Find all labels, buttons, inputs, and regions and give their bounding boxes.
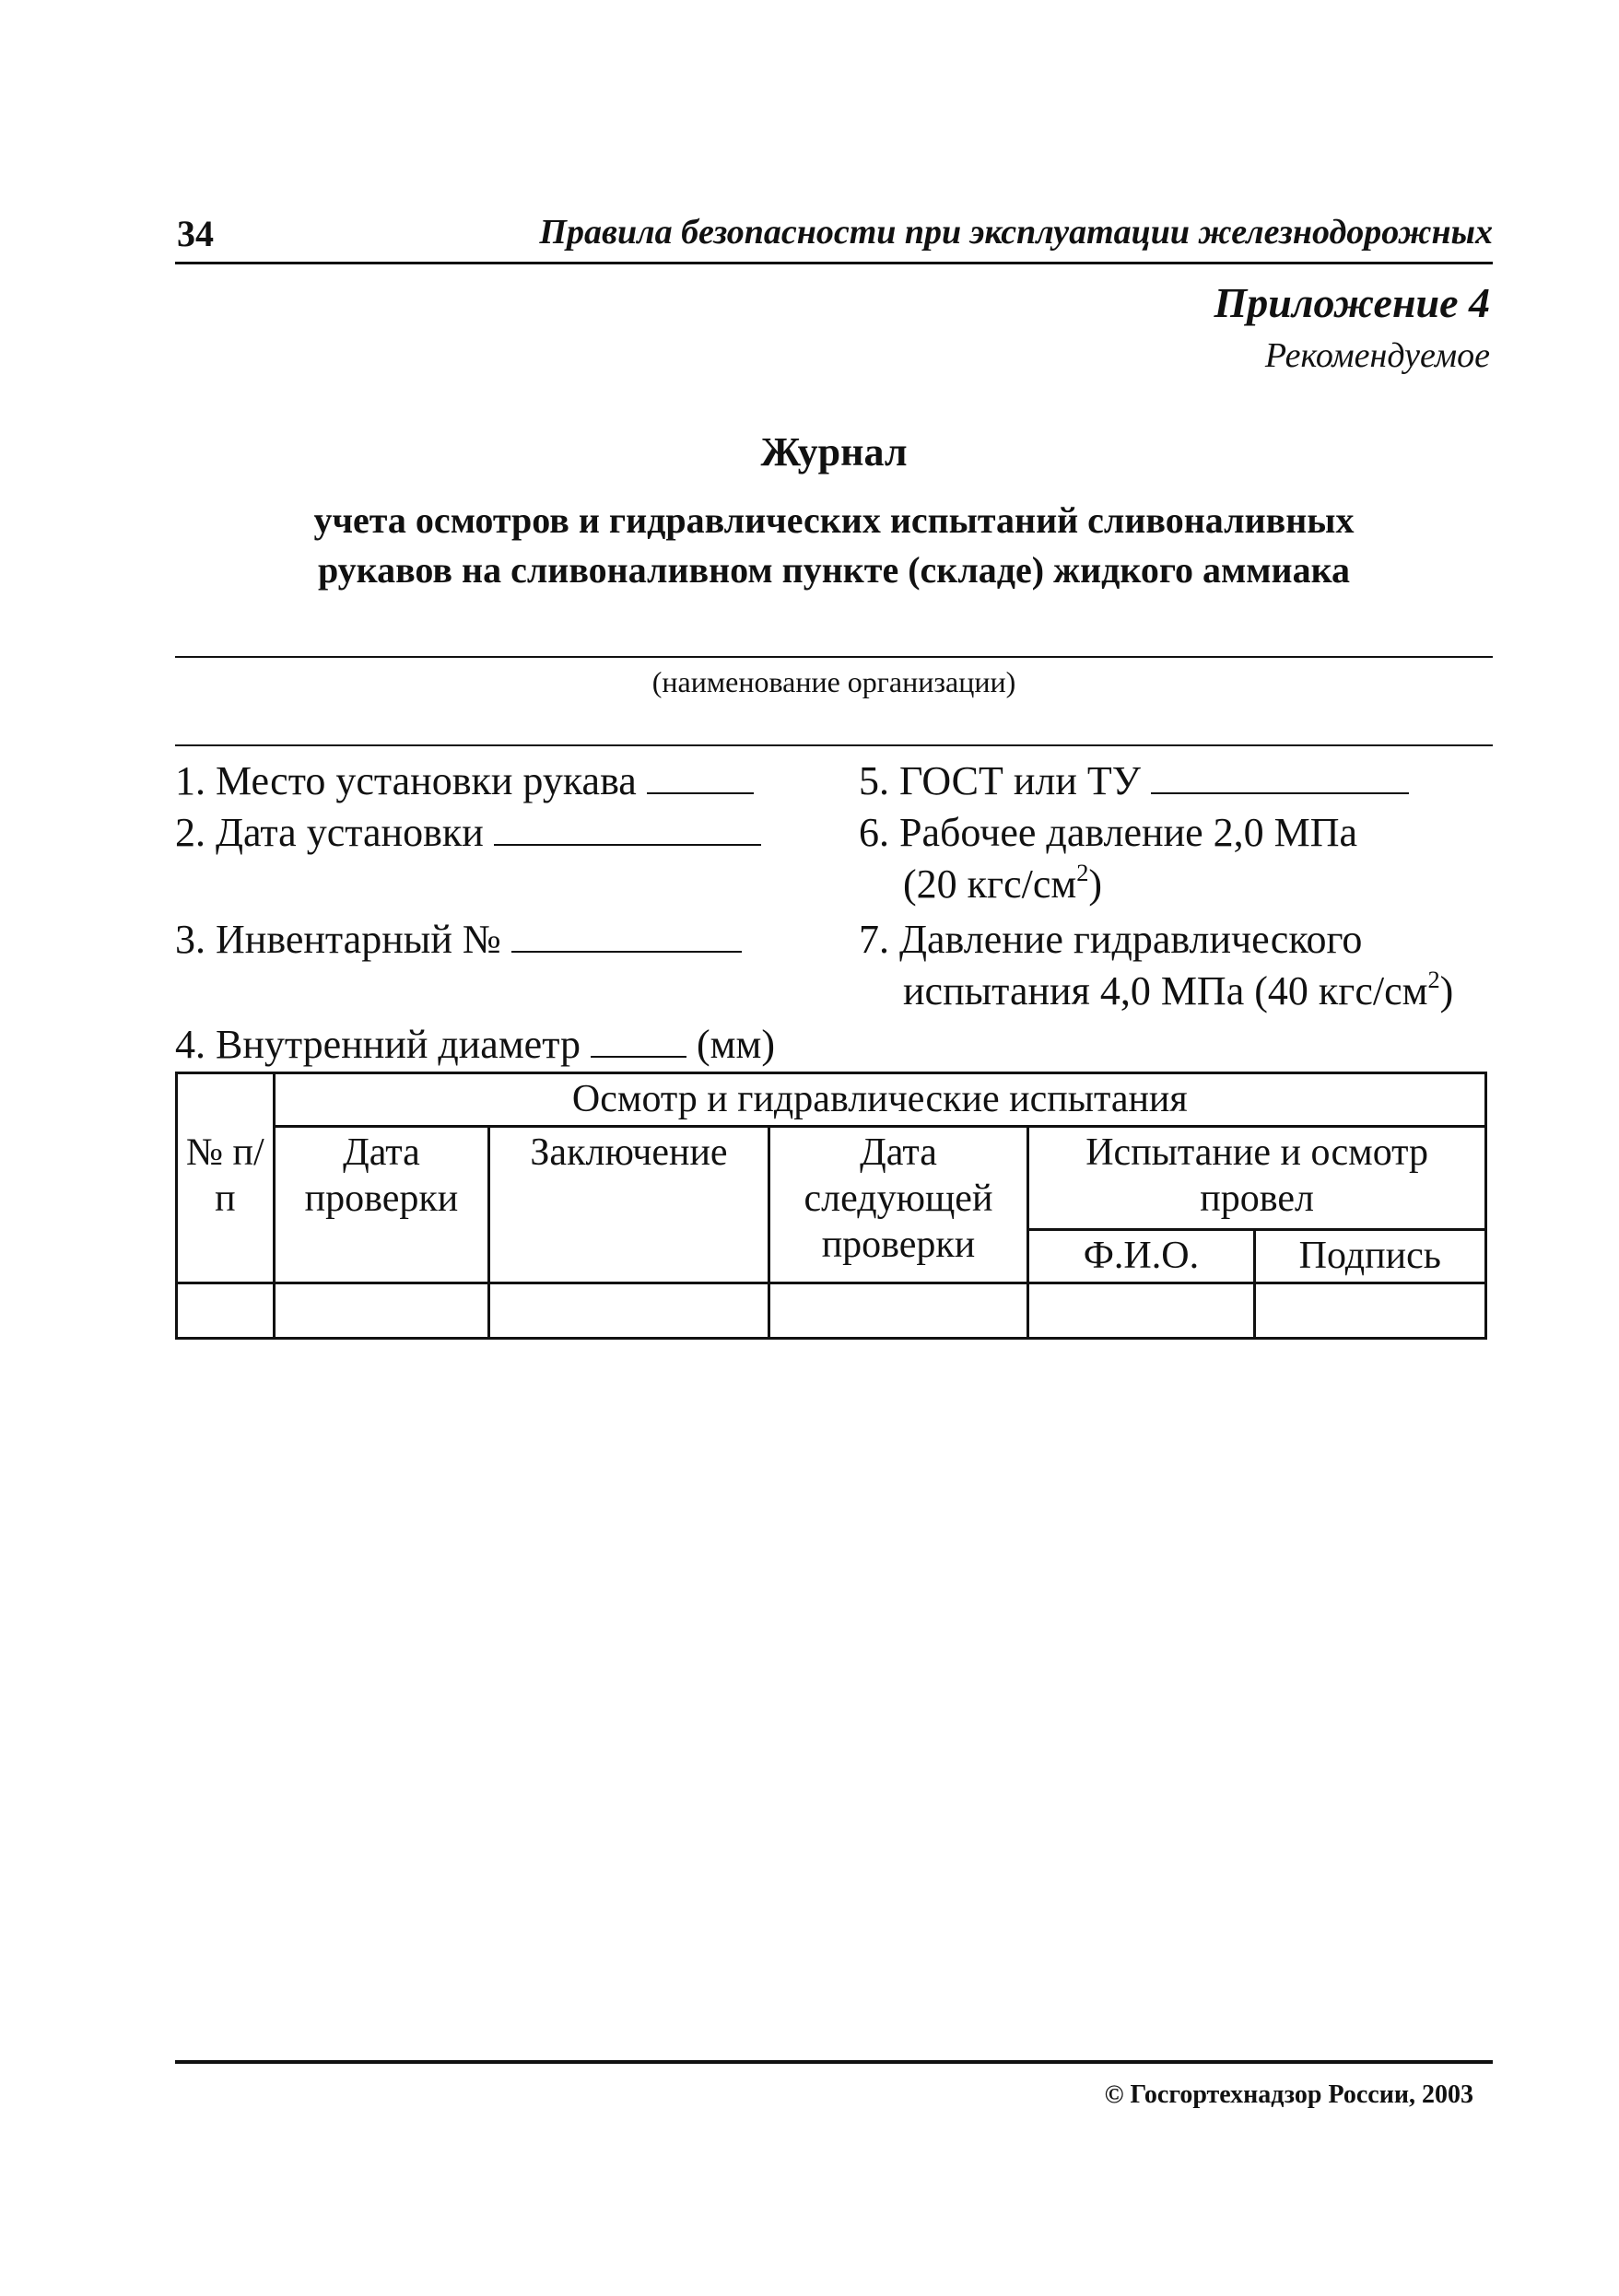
field-test-pressure-line2: испытания 4,0 МПа (40 кгс/$см^2$): [903, 966, 1454, 1013]
field-install-place: [175, 756, 754, 807]
page-number: 34: [177, 213, 214, 254]
field-inner-diameter-unit: (мм): [696, 1022, 775, 1067]
title-heading: Журнал: [760, 429, 908, 474]
subtitle-line-1: учета осмотров и гидравлических испытаний сливоналивных: [313, 499, 1355, 541]
header-cell-signature: Подпись: [1254, 1230, 1485, 1283]
field-install-date-label: 2. Дата установки: [175, 810, 484, 855]
field-inner-diameter-label: 4. Внутренний диаметр: [175, 1022, 581, 1067]
header-cell-performed: Испытание и осмотр провел: [1028, 1127, 1486, 1230]
organization-caption: (наименование организации): [651, 665, 1016, 698]
field-test-pressure-line1: 7. Давление гидравлического: [859, 917, 1363, 962]
field-working-pressure: [859, 807, 1357, 910]
header-cell-name: Ф.И.О.: [1028, 1230, 1254, 1283]
field-inventory-number: [175, 914, 742, 966]
header-cell-no: [177, 1073, 275, 1283]
header-cell-next-date: Дата следующей проверки: [768, 1127, 1028, 1283]
organization-line: [175, 656, 1493, 658]
field-working-pressure-line1: 6. Рабочее давление 2,0 МПа: [859, 810, 1358, 855]
field-standard: [859, 756, 1409, 807]
header-cell-group: Осмотр и гидравлические испытания: [274, 1073, 1485, 1127]
field-inventory-number-label: 3. Инвентарный №: [175, 917, 501, 962]
table-header-row-1: [177, 1073, 1486, 1127]
title-subtitle: [175, 496, 1493, 595]
field-install-place-label: 1. Место установки рукава: [175, 758, 637, 803]
appendix-label: [1214, 276, 1490, 381]
field-inventory-number-blank: [511, 914, 742, 953]
field-install-place-blank: [647, 756, 754, 794]
field-inner-diameter: [175, 1019, 775, 1071]
field-install-date-blank: [494, 807, 761, 846]
running-title: Правила безопасности при эксплуатации железнодорожных: [539, 213, 1493, 252]
copyright-notice: © Госгортехнадзор России, 2003: [1104, 2080, 1473, 2109]
table-cell[interactable]: [1028, 1283, 1254, 1339]
field-standard-label: 5. ГОСТ или ТУ: [859, 758, 1141, 803]
header-cell-check-date: Дата проверки: [274, 1127, 489, 1283]
inspection-journal-table: [175, 1072, 1487, 1340]
document-title: [175, 426, 1493, 595]
field-working-pressure-line2: (20 кгс/$см^2$): [903, 859, 1103, 907]
running-header: [175, 210, 1493, 264]
header-cell-conclusion: Заключение: [489, 1127, 768, 1283]
table-cell[interactable]: [177, 1283, 275, 1339]
header-cell-no-label: № п/п: [185, 1131, 264, 1220]
field-install-date: [175, 807, 761, 859]
footer-rule: [175, 2060, 1493, 2064]
divider-line: [175, 744, 1493, 746]
table-row: [177, 1283, 1486, 1339]
field-test-pressure: [859, 914, 1453, 1017]
appendix-status: Рекомендуемое: [1264, 336, 1490, 375]
table-header-row-2: [177, 1127, 1486, 1230]
subtitle-line-2: рукавов на сливоналивном пункте (складе) жидкого аммиака: [317, 549, 1351, 591]
table-cell[interactable]: [768, 1283, 1028, 1339]
field-standard-blank: [1151, 756, 1409, 794]
field-inner-diameter-blank: [591, 1019, 686, 1058]
table-cell[interactable]: [1254, 1283, 1485, 1339]
appendix-number: Приложение 4: [1214, 279, 1490, 326]
table-cell[interactable]: [274, 1283, 489, 1339]
table-cell[interactable]: [489, 1283, 768, 1339]
